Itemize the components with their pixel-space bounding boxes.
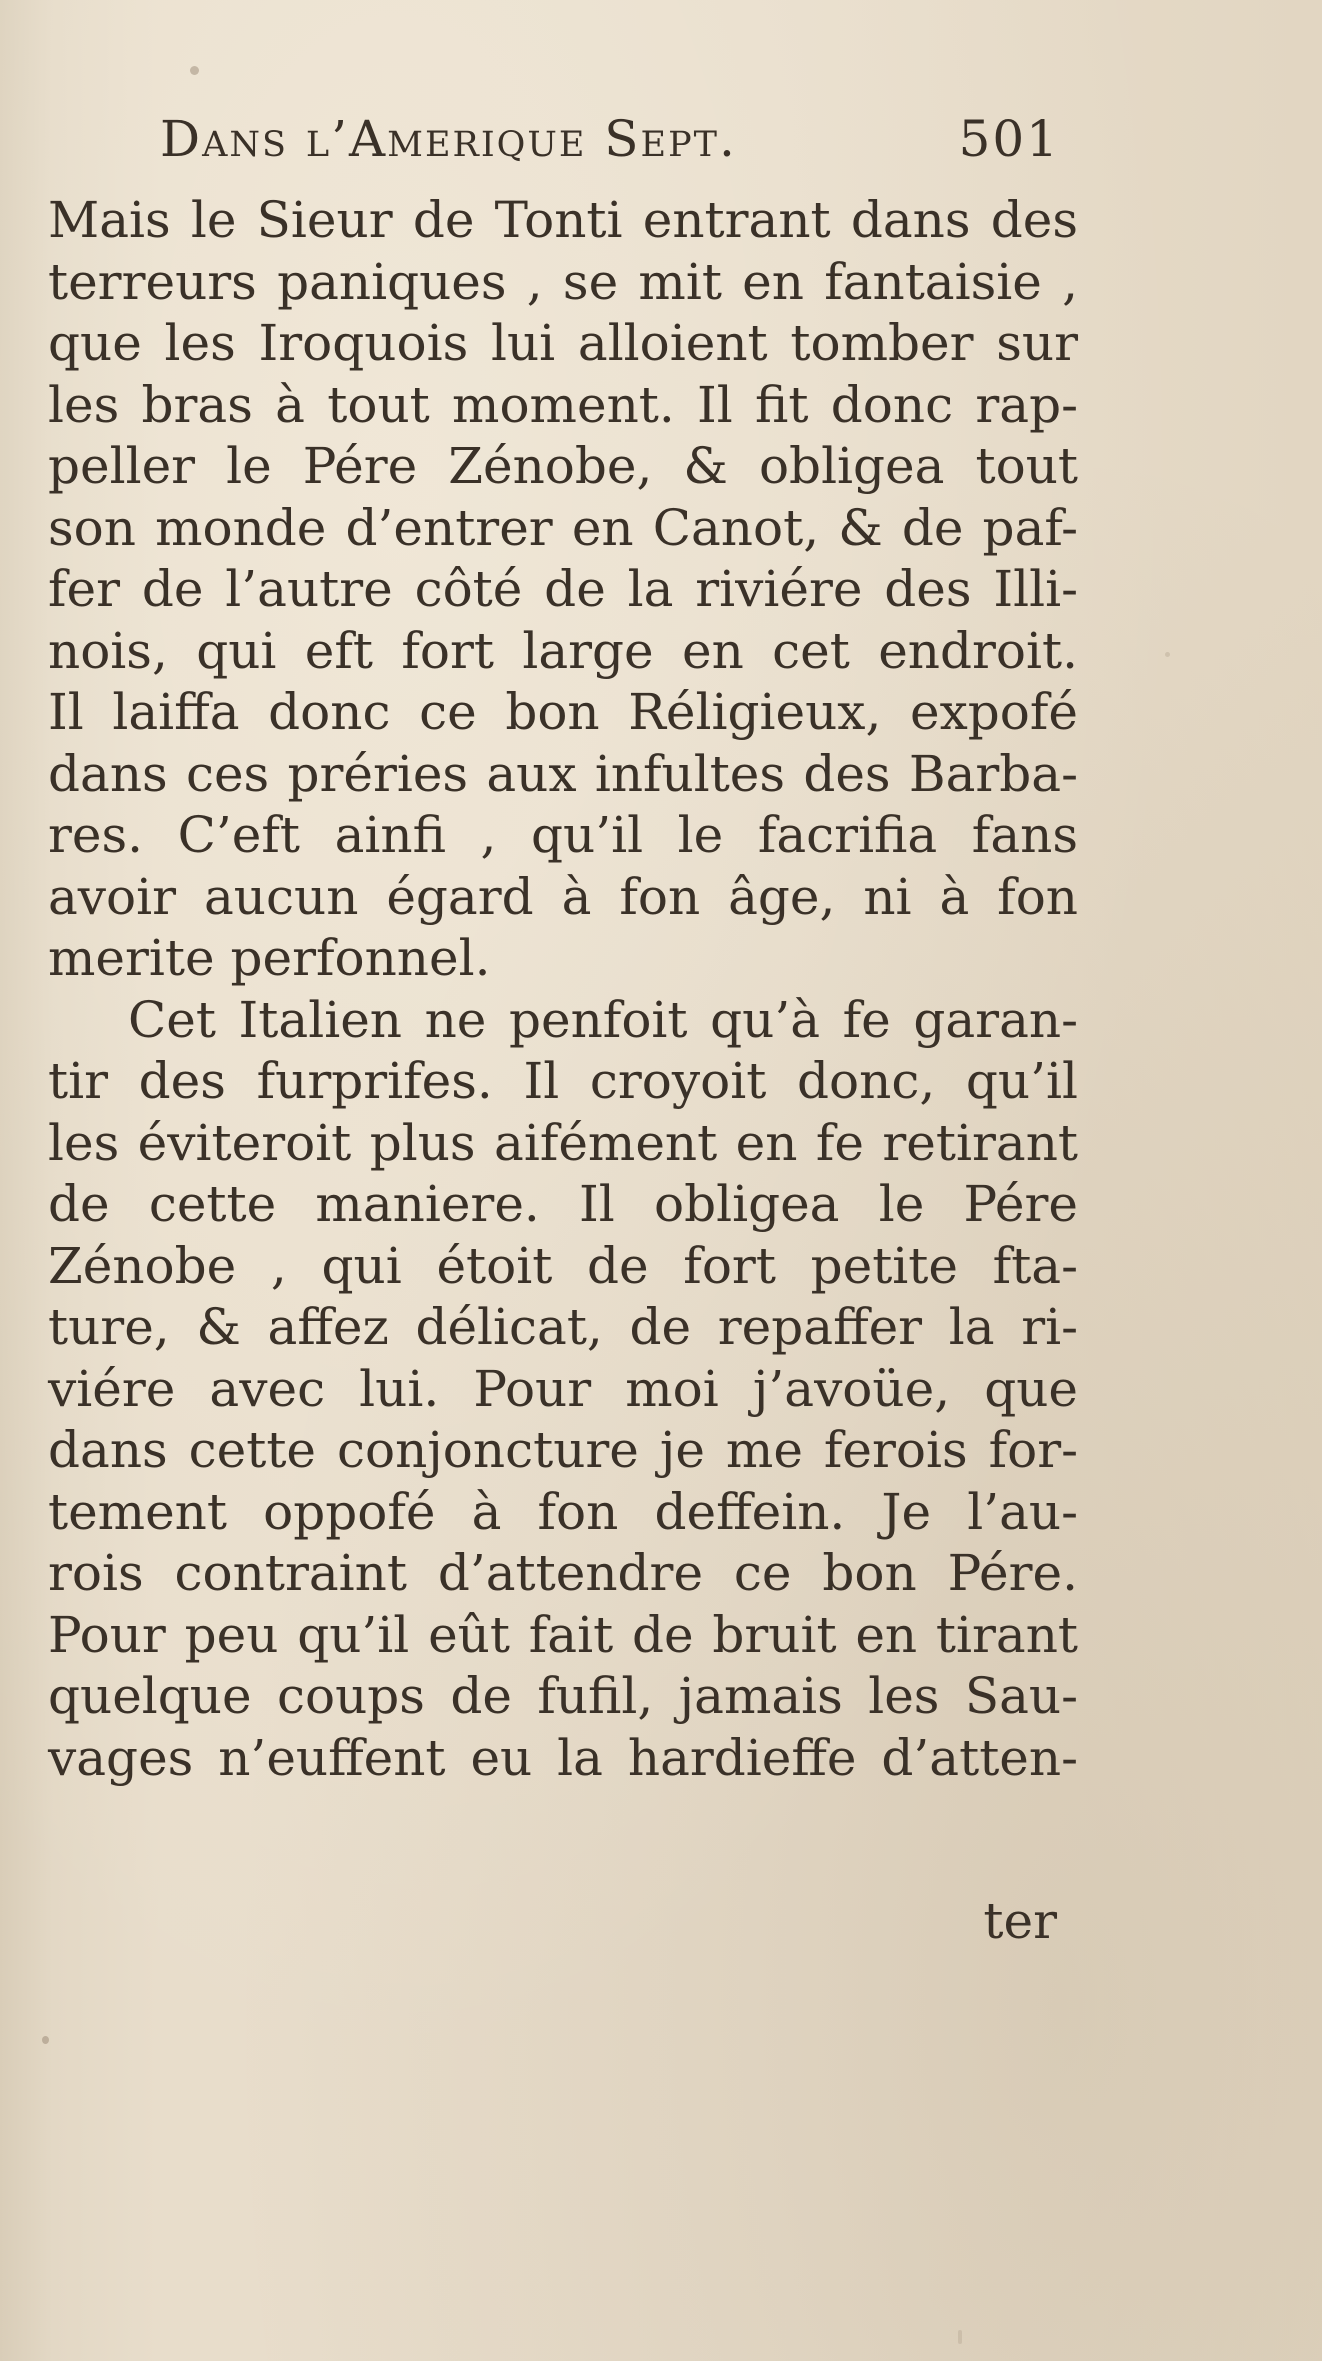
ink-spot <box>42 2036 49 2044</box>
text-line: Pour peu qu’il eût fait de bruit en tirant <box>48 1605 1078 1664</box>
text-line: les bras à tout moment. Il fit donc rap- <box>48 375 1078 434</box>
text-line: dans ces préries aux infultes des Barba- <box>48 744 1078 803</box>
catchword: ter <box>983 1892 1057 1950</box>
text-line: dans cette conjoncture je me ferois for- <box>48 1421 1078 1479</box>
text-line: tir des furprifes. Il croyoit donc, qu’il <box>48 1052 1078 1110</box>
text-line: nois, qui eft fort large en cet endroit. <box>48 621 1078 680</box>
text-line: Cet Italien ne penfoit qu’à fe garan- <box>128 990 1078 1049</box>
text-line: que les Iroquois lui alloient tomber sur <box>48 314 1078 372</box>
text-line: viére avec lui. Pour moi j’avoüe, que <box>48 1359 1078 1418</box>
text-line: terreurs paniques , se mit en fantaisie , <box>48 252 1078 311</box>
text-line: les éviteroit plus aifément en fe retirant <box>48 1113 1078 1172</box>
text-line: quelque coups de fufil, jamais les Sau- <box>48 1667 1078 1725</box>
text-line: merite perfonnel. <box>48 929 491 987</box>
text-line: vages n’euffent eu la hardieffe d’atten- <box>48 1728 1078 1787</box>
text-line: avoir aucun égard à fon âge, ni à fon <box>48 867 1078 926</box>
body-text <box>48 190 1078 1789</box>
text-line: Il laiffa donc ce bon Réligieux, expofé <box>48 683 1078 741</box>
text-line: Mais le Sieur de Tonti entrant dans des <box>48 191 1078 249</box>
text-line: son monde d’entrer en Canot, & de paf- <box>48 498 1078 557</box>
page-header <box>160 110 1060 180</box>
text-line: rois contraint d’attendre ce bon Pére. <box>48 1544 1078 1602</box>
ink-spot <box>958 2330 962 2344</box>
page-number: 501 <box>958 110 1060 168</box>
text-line: fer de l’autre côté de la riviére des Illi- <box>48 560 1078 618</box>
text-line: ture, & affez délicat, de repaffer la ri- <box>48 1298 1078 1356</box>
ink-spot <box>1165 652 1170 657</box>
text-line: res. C’eft ainfi , qu’il le facrifia fans <box>48 806 1078 864</box>
text-line: Zénobe , qui étoit de fort petite fta- <box>48 1236 1078 1295</box>
text-line: de cette maniere. Il obligea le Pére <box>48 1175 1078 1233</box>
running-head: Dans l’Amerique Sept. <box>160 110 737 168</box>
text-line: tement oppofé à fon deffein. Je l’au- <box>48 1482 1078 1541</box>
ink-spot <box>190 66 199 75</box>
text-line: peller le Pére Zénobe, & obligea tout <box>48 437 1078 495</box>
